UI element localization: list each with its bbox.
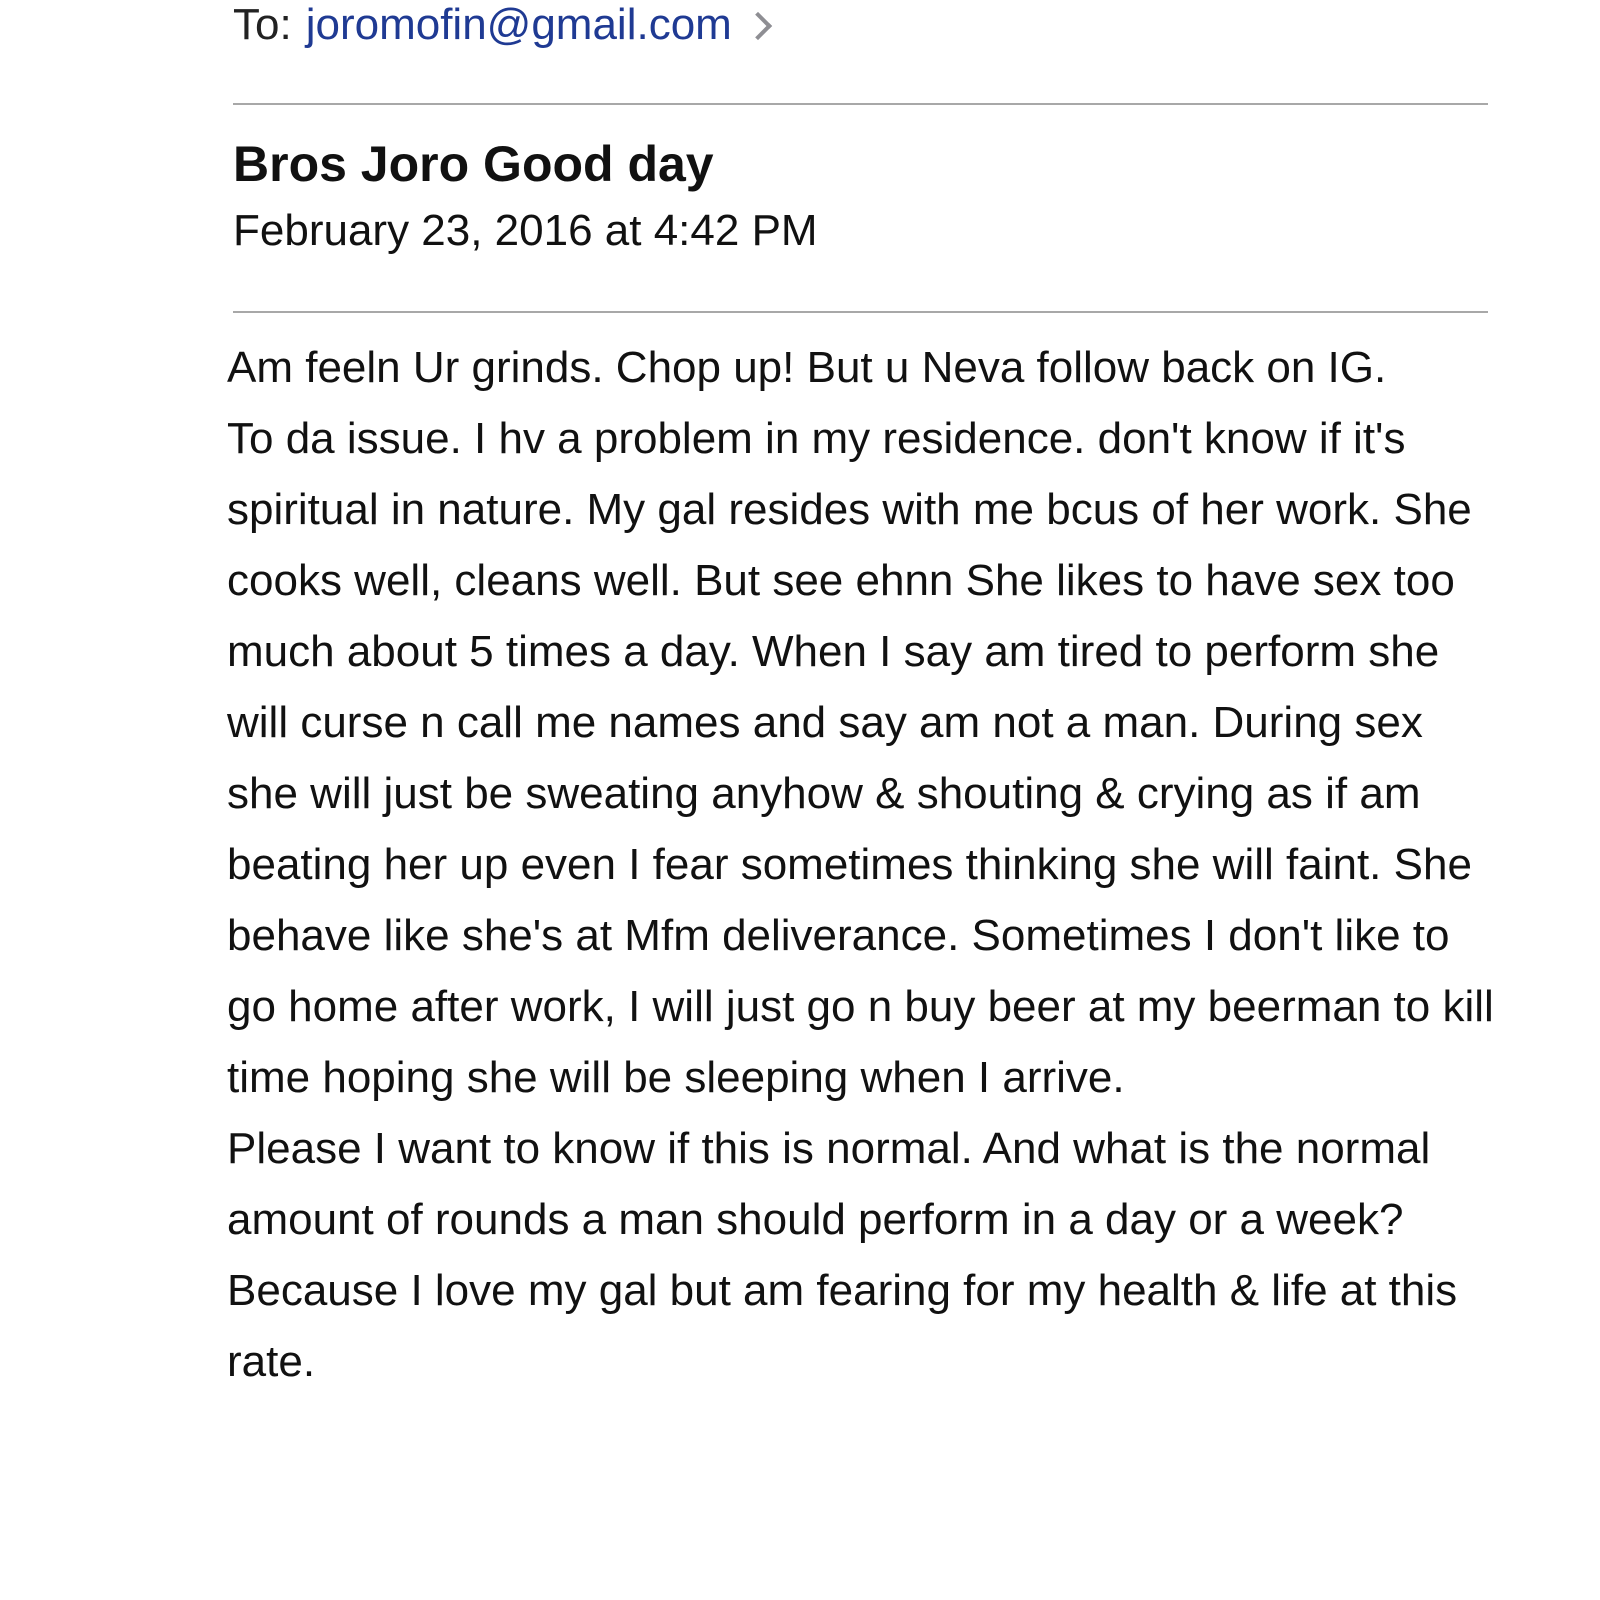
body-paragraph: Am feeln Ur grinds. Chop up! But u Neva follow back on IG. xyxy=(227,343,1387,392)
subject-divider xyxy=(233,311,1488,313)
chevron-right-icon[interactable] xyxy=(744,12,772,40)
email-subject: Bros Joro Good day xyxy=(233,136,714,192)
recipient-email-link[interactable]: joromofin@gmail.com xyxy=(305,0,732,49)
to-label: To: xyxy=(233,0,292,49)
body-paragraph: Please I want to know if this is normal. And what is the normal amount of rounds a man should perform in a day or a week? Because I love my gal but am fearing for my health & life at this rate. xyxy=(227,1124,1458,1386)
email-timestamp: February 23, 2016 at 4:42 PM xyxy=(233,206,818,255)
header-divider xyxy=(233,103,1488,105)
body-paragraph: To da issue. I hv a problem in my residence. don't know if it's spiritual in nature. My gal resides with me bcus of her work. She cooks well, cleans well. But see ehnn She likes to have sex too much about 5 times a day. When I say am tired to perform she will curse n call me names and say am not a man. During sex she will just be sweating anyhow & shouting & crying as if am beating her up even I fear sometimes thinking she will faint. She behave like she's at Mfm deliverance. Sometimes I don't like to go home after work, I will just go n buy beer at my beerman to kill time hoping she will be sleeping when I arrive. xyxy=(227,414,1494,1102)
recipient-row xyxy=(233,0,768,50)
email-body xyxy=(227,332,1497,1397)
